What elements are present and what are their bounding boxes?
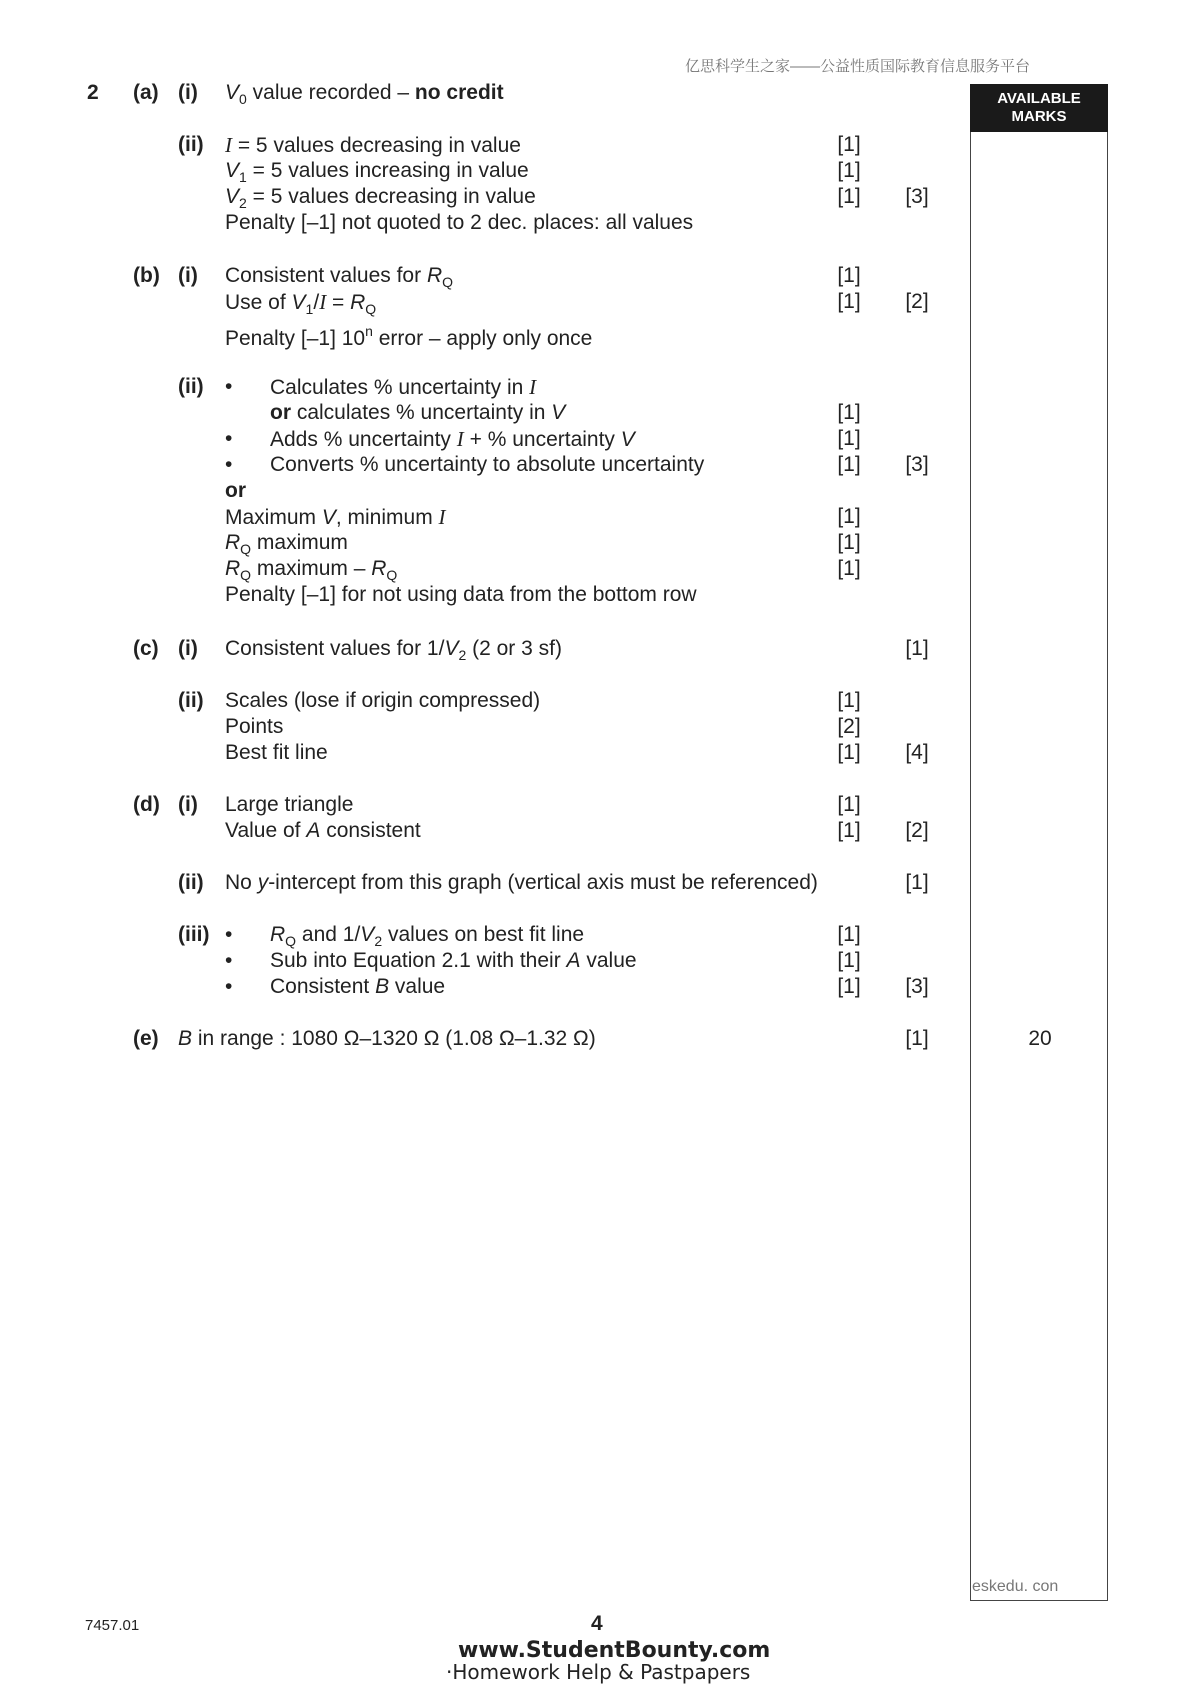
part-b-i-total: [2] bbox=[905, 290, 929, 313]
part-d-iii-label: (iii) bbox=[178, 923, 210, 946]
part-b-ii-label: (ii) bbox=[178, 375, 204, 398]
part-b-i-line2: Use of $V_1/I = R_Q$ bbox=[225, 290, 377, 317]
part-c-i-line1: Consistent values for $1/V_2$ (2 or 3 sf) bbox=[225, 637, 562, 663]
part-c-ii-mark3: [1] bbox=[837, 741, 861, 764]
part-a-ii-mark2: [1] bbox=[837, 159, 861, 182]
bullet-1: • bbox=[225, 375, 233, 398]
available-marks-column bbox=[970, 84, 1108, 1601]
part-c-i-total: [1] bbox=[905, 637, 929, 660]
part-c-i-label: (i) bbox=[178, 637, 198, 660]
available-marks-total: 20 bbox=[1028, 1027, 1052, 1050]
bullet-5: • bbox=[225, 949, 233, 972]
part-b-ii-mark1: [1] bbox=[837, 401, 861, 424]
bullet-6: • bbox=[225, 975, 233, 998]
studentbounty-tagline: ·Homework Help & Pastpapers bbox=[446, 1660, 751, 1684]
part-b-ii-total: [3] bbox=[905, 453, 929, 476]
part-d-i-line2: Value of A consistent bbox=[225, 819, 421, 842]
part-b-ii-line1: Calculates % uncertainty in I bbox=[270, 375, 537, 399]
part-a-ii-line4: Penalty [–1] not quoted to 2 dec. places: all values bbox=[225, 211, 694, 234]
part-d-i-mark1: [1] bbox=[837, 793, 861, 816]
header-watermark: 亿思科学生之家——公益性质国际教育信息服务平台 bbox=[685, 58, 1031, 75]
part-b-label: (b) bbox=[133, 264, 160, 287]
part-b-ii-or: or bbox=[225, 479, 246, 502]
available-marks-header bbox=[970, 84, 1108, 132]
part-b-ii-line8: Penalty [–1] for not using data from the bottom row bbox=[225, 583, 697, 606]
part-b-ii-mark2: [1] bbox=[837, 427, 861, 450]
part-d-ii-total: [1] bbox=[905, 871, 929, 894]
part-b-i-line3: Penalty [–1] 10$^n$ error – apply only once bbox=[225, 323, 593, 350]
part-c-ii-line1: Scales (lose if origin compressed) bbox=[225, 689, 541, 712]
part-d-iii-line3: Consistent B value bbox=[270, 975, 446, 998]
part-e-label: (e) bbox=[133, 1027, 159, 1050]
part-d-iii-line2: Sub into Equation 2.1 with their A value bbox=[270, 949, 637, 972]
part-c-ii-line2: Points bbox=[225, 715, 284, 738]
part-a-label: (a) bbox=[133, 81, 159, 104]
part-d-i-line1: Large triangle bbox=[225, 793, 354, 816]
part-a-ii-line3: $V_2 = 5$ values decreasing in value bbox=[225, 185, 536, 211]
page-number: 4 bbox=[591, 1612, 603, 1635]
part-d-label: (d) bbox=[133, 793, 160, 816]
part-a-i-label: (i) bbox=[178, 81, 198, 104]
part-d-ii-line1: No y-intercept from this graph (vertical axis must be referenced) bbox=[225, 871, 818, 894]
part-b-ii-mark7: [1] bbox=[837, 557, 861, 580]
part-c-ii-total: [4] bbox=[905, 741, 929, 764]
part-b-ii-line7: $R_Q$ maximum – $R_Q$ bbox=[225, 557, 398, 583]
part-c-label: (c) bbox=[133, 637, 159, 660]
part-a-ii-mark3: [1] bbox=[837, 185, 861, 208]
part-c-ii-line3: Best fit line bbox=[225, 741, 328, 764]
part-d-i-mark2: [1] bbox=[837, 819, 861, 842]
part-d-iii-mark1: [1] bbox=[837, 923, 861, 946]
bullet-2: • bbox=[225, 427, 233, 450]
bullet-3: • bbox=[225, 453, 233, 476]
part-b-ii-line2: or calculates % uncertainty in V bbox=[270, 401, 566, 424]
part-e-total: [1] bbox=[905, 1027, 929, 1050]
part-b-i-mark2: [1] bbox=[837, 290, 861, 313]
studentbounty-url: www.StudentBounty.com bbox=[458, 1638, 771, 1663]
part-d-i-total: [2] bbox=[905, 819, 929, 842]
part-a-ii-total: [3] bbox=[905, 185, 929, 208]
part-a-ii-line2: $V_1 = 5$ values increasing in value bbox=[225, 159, 529, 185]
part-d-ii-label: (ii) bbox=[178, 871, 204, 894]
part-a-ii-line1: I = 5 values decreasing in value bbox=[225, 133, 521, 157]
available-marks-header-line1: AVAILABLE bbox=[997, 90, 1081, 107]
part-b-i-mark1: [1] bbox=[837, 264, 861, 287]
part-d-iii-mark2: [1] bbox=[837, 949, 861, 972]
part-d-iii-total: [3] bbox=[905, 975, 929, 998]
part-b-ii-mark6: [1] bbox=[837, 531, 861, 554]
part-c-ii-label: (ii) bbox=[178, 689, 204, 712]
part-a-ii-mark1: [1] bbox=[837, 133, 861, 156]
part-a-ii-label: (ii) bbox=[178, 133, 204, 156]
question-number: 2 bbox=[87, 81, 99, 104]
paper-code: 7457.01 bbox=[85, 1617, 140, 1634]
bullet-4: • bbox=[225, 923, 233, 946]
part-e-text: B in range : 1080 Ω–1320 Ω (1.08 Ω–1.32 Ω) bbox=[178, 1027, 596, 1050]
part-d-iii-mark3: [1] bbox=[837, 975, 861, 998]
part-d-i-label: (i) bbox=[178, 793, 198, 816]
footer-watermark: eskedu. con bbox=[972, 1578, 1059, 1595]
part-b-i-label: (i) bbox=[178, 264, 198, 287]
part-c-ii-mark1: [1] bbox=[837, 689, 861, 712]
part-b-ii-line6: $R_Q$ maximum bbox=[225, 531, 348, 557]
part-b-ii-line5: Maximum V, minimum I bbox=[225, 505, 446, 529]
part-a-i-text: $V_0$ value recorded – no credit bbox=[225, 81, 504, 107]
part-d-iii-line1: $R_Q$ and $1/V_2$ values on best fit line bbox=[270, 923, 585, 949]
part-b-ii-mark3: [1] bbox=[837, 453, 861, 476]
part-c-ii-mark2: [2] bbox=[837, 715, 861, 738]
part-b-i-line1: Consistent values for $R_Q$ bbox=[225, 264, 453, 290]
part-b-ii-mark5: [1] bbox=[837, 505, 861, 528]
available-marks-header-line2: MARKS bbox=[1011, 108, 1067, 125]
part-b-ii-line3: Adds % uncertainty I + % uncertainty V bbox=[270, 427, 635, 451]
part-b-ii-line4: Converts % uncertainty to absolute uncertainty bbox=[270, 453, 705, 476]
